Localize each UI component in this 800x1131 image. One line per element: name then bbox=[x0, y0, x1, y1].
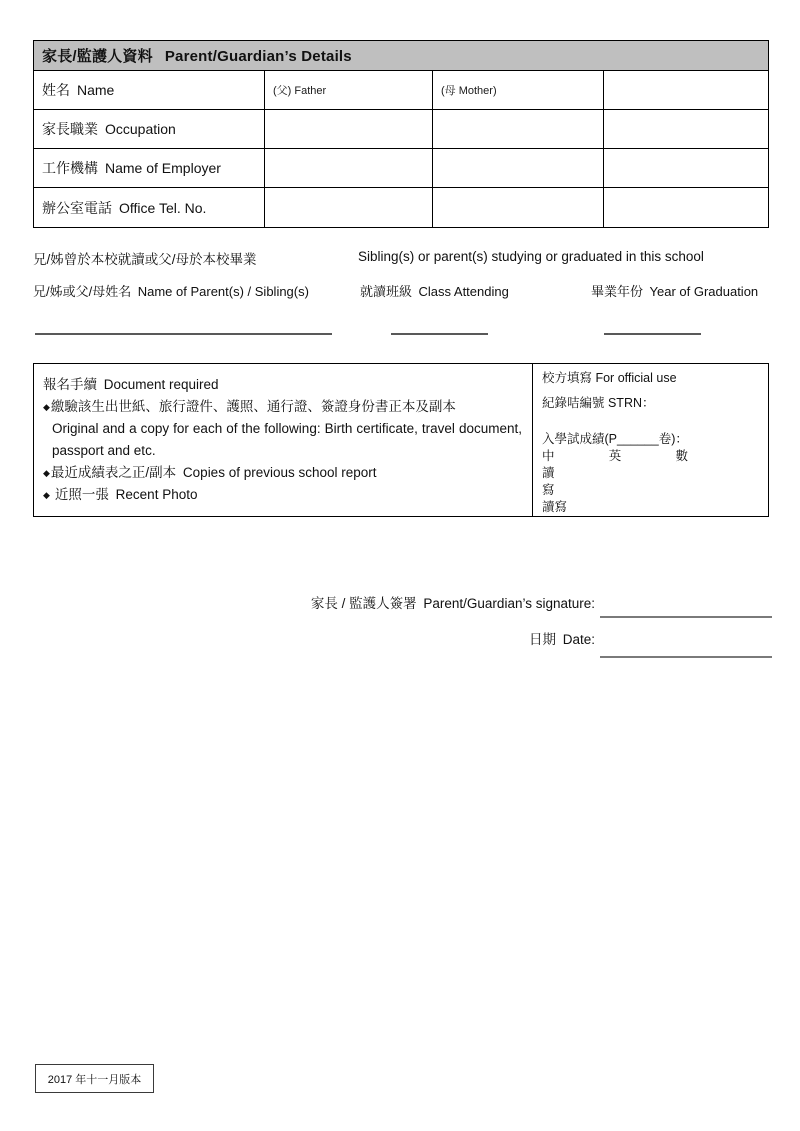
skill-reading-label: 讀 bbox=[542, 466, 555, 480]
employer-label: 工作機構 Name of Employer bbox=[34, 149, 265, 187]
occupation-label: 家長職業 Occupation bbox=[34, 110, 265, 148]
table-row-office-tel bbox=[34, 188, 768, 227]
document-item-certificates-text: 繳驗該生出世紙、旅行證件、護照、通行證、簽證身份書正本及副本 bbox=[50, 399, 456, 414]
employer-extra-cell[interactable] bbox=[604, 149, 770, 187]
signature-write-line[interactable] bbox=[600, 616, 772, 618]
table-row-name bbox=[34, 71, 768, 110]
employer-mother-cell[interactable] bbox=[433, 149, 604, 187]
skill-writing-label: 寫 bbox=[542, 483, 555, 497]
class-attending-column-label: 就讀班級 Class Attending bbox=[360, 284, 509, 299]
diamond-bullet-icon: ◆ bbox=[43, 490, 50, 500]
diamond-bullet-icon: ◆ bbox=[43, 402, 50, 412]
sibling-heading-zh: 兄/姊曾於本校就讀或父/母於本校畢業 bbox=[33, 252, 257, 267]
subject-english-label: 英 bbox=[608, 449, 622, 463]
office-tel-label: 辦公室電話 Office Tel. No. bbox=[34, 188, 265, 227]
table-row-occupation bbox=[34, 110, 768, 149]
documents-required-cell bbox=[34, 364, 533, 516]
occupation-father-cell[interactable] bbox=[265, 110, 433, 148]
office-tel-extra-cell[interactable] bbox=[604, 188, 770, 227]
sibling-name-column-label: 兄/姊或父/母姓名 Name of Parent(s) / Sibling(s) bbox=[33, 284, 309, 299]
name-label: 姓名 Name bbox=[34, 71, 265, 109]
parent-guardian-table-title: 家長/監護人資料 Parent/Guardian’s Details bbox=[34, 41, 768, 71]
strn-label: 紀錄咭編號 STRN： bbox=[542, 396, 655, 410]
occupation-mother-cell[interactable] bbox=[433, 110, 604, 148]
date-label: 日期 Date: bbox=[528, 632, 595, 647]
mother-column-label: (母 Mother) bbox=[433, 71, 604, 109]
class-attending-write-line[interactable] bbox=[391, 333, 488, 335]
document-item-certificates bbox=[43, 396, 522, 418]
father-column-label: (父) Father bbox=[265, 71, 433, 109]
documents-required-title: 報名手續 Document required bbox=[43, 377, 219, 392]
sibling-heading-en: Sibling(s) or parent(s) studying or graduated in this school bbox=[358, 249, 704, 264]
year-graduation-write-line[interactable] bbox=[604, 333, 701, 335]
document-item-recent-photo bbox=[43, 484, 522, 506]
entrance-exam-label: 入學試成績(P______卷)： bbox=[542, 432, 688, 446]
name-extra-cell[interactable] bbox=[604, 71, 770, 109]
parent-guardian-table bbox=[33, 40, 769, 228]
subjects-row bbox=[542, 448, 688, 465]
office-tel-father-cell[interactable] bbox=[265, 188, 433, 227]
skill-reading-writing-label: 讀寫 bbox=[542, 500, 568, 514]
document-item-school-report bbox=[43, 462, 522, 484]
sibling-name-write-line[interactable] bbox=[35, 333, 332, 335]
official-use-header: 校方填寫 For official use bbox=[542, 371, 677, 385]
diamond-bullet-icon: ◆ bbox=[43, 468, 50, 478]
employer-father-cell[interactable] bbox=[265, 149, 433, 187]
form-version-badge: 2017 年十一月版本 bbox=[35, 1064, 154, 1093]
subject-maths-label: 數 bbox=[675, 449, 688, 463]
document-item-school-report-text: 最近成績表之正/副本 Copies of previous school report bbox=[50, 465, 377, 480]
table-row-employer bbox=[34, 149, 768, 188]
date-write-line[interactable] bbox=[600, 656, 772, 658]
document-item-recent-photo-text: 近照一張 Recent Photo bbox=[54, 487, 198, 502]
occupation-extra-cell[interactable] bbox=[604, 110, 770, 148]
subject-chinese-label: 中 bbox=[542, 449, 555, 463]
office-tel-mother-cell[interactable] bbox=[433, 188, 604, 227]
signature-label: 家長 / 監護人簽署 Parent/Guardian’s signature: bbox=[310, 596, 595, 611]
documents-official-box bbox=[33, 363, 769, 517]
document-item-certificates-english: Original and a copy for each of the following: Birth certificate, travel document, passport and etc. bbox=[52, 421, 522, 458]
year-graduation-column-label: 畢業年份 Year of Graduation bbox=[591, 284, 759, 299]
official-use-cell bbox=[533, 364, 768, 516]
